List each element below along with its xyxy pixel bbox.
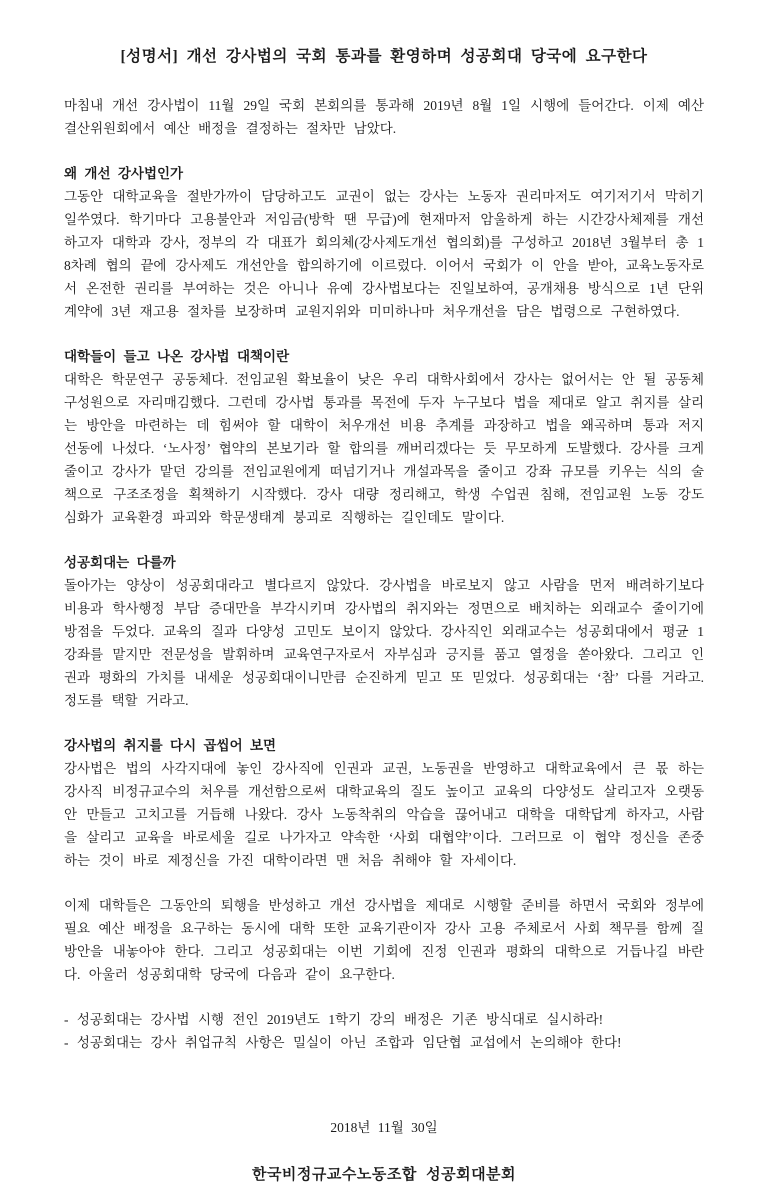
closing-paragraph: 이제 대학들은 그동안의 퇴행을 반성하고 개선 강사법을 제대로 시행할 준비를 하면서 국회와 정부에 필요 예산 배정을 요구하는 동시에 대학 또한 교육기관이자 강사 고용 주체로서 사회 책무를 함께 질 방안을 내놓아야 한다. 그리고 성공회대는 이번 기회에 진정 인권과 평화의 대학으로 거듭나길 바란다. 아울러 성공회대학 당국에 다음과 같이 요구한다. <box>64 898 704 982</box>
section-why-improved-law <box>64 162 704 323</box>
section-body-university-countermeasures: 대학은 학문연구 공동체다. 전임교원 확보율이 낮은 우리 대학사회에서 강사는 없어서는 안 될 공동체 구성원으로 자리매김했다. 그런데 강사법 통과를 목전에 두자 누구보다 법을 제대로 알고 취지를 살리는 방안을 마련하는 데 힘써야 할 대학이 처우개선 비용 추계를 과장하고 법을 왜곡하며 통과 저지 선동에 나섰다. ‘노사정’ 협약의 본보기라 할 합의를 깨버리겠다는 듯 무모하게 도발했다. 강사를 크게 줄이고 강사가 맡던 강의를 전임교원에게 떠넘기거나 개설과목을 줄이고 강좌 규모를 키우는 식의 술책으로 구조조정을 획책하기 시작했다. 강사 대량 정리해고, 학생 수업권 침해, 전임교원 노동 강도 심화가 교육환경 파괴와 학문생태계 붕괴로 직행하는 길인데도 말이다. <box>64 372 704 525</box>
document-title: [성명서] 개선 강사법의 국회 통과를 환영하며 성공회대 당국에 요구한다 <box>120 48 648 65</box>
section-heading-university-countermeasures: 대학들이 들고 나온 강사법 대책이란 <box>64 349 290 364</box>
section-university-countermeasures <box>64 345 704 529</box>
document-signature: 한국비정규교수노동조합 성공회대분회 <box>251 1167 517 1183</box>
intro-paragraph: 마침내 개선 강사법이 11월 29일 국회 본회의를 통과해 2019년 8월 1일 시행에 들어간다. 이제 예산결산위원회에서 예산 배정을 결정하는 절차만 남았다. <box>64 98 704 136</box>
demand-item-course-assignment: - 성공회대는 강사법 시행 전인 2019년도 1학기 강의 배정은 기존 방식대로 실시하라! <box>64 1012 604 1027</box>
section-body-purpose-of-law: 강사법은 법의 사각지대에 놓인 강사직에 인권과 교권, 노동권을 반영하고 대학교육에서 큰 몫 하는 강사직 비정규교수의 처우를 개선함으로써 대학교육의 질도 높이고 교육의 다양성도 살리고자 오랫동안 만들고 고치고를 거듭해 나왔다. 강사 노동착취의 악습을 끊어내고 대학을 대학답게 하자고, 사람을 살리고 교육을 바로세울 길로 나가자고 약속한 ‘사회 대협약’이다. 그러므로 이 협약 정신을 존중하는 것이 바로 제정신을 가진 대학이라면 맨 처음 취해야 할 자세이다. <box>64 761 704 868</box>
section-body-why-improved-law: 그동안 대학교육을 절반가까이 담당하고도 교권이 없는 강사는 노동자 권리마저도 여기저기서 막히기 일쑤였다. 학기마다 고용불안과 저임금(방학 땐 무급)에 현재마저 암울하게 하는 시간강사체제를 개선하고자 대학과 강사, 정부의 각 대표가 회의체(강사제도개선 협의회)를 구성하고 2018년 3월부터 총 18차례 협의 끝에 강사제도 개선안을 합의하기에 이르렀다. 이어서 국회가 이 안을 받아, 교육노동자로서 온전한 권리를 부여하는 것은 아니나 유예 강사법보다는 진일보하여, 공개채용 방식으로 1년 단위 계약에 3년 재고용 절차를 보장하며 교원지위와 미미하나마 처우개선을 담은 법령으로 구현하였다. <box>64 189 704 319</box>
demand-item-employment-rules: - 성공회대는 강사 취업규칙 사항은 밀실이 아닌 조합과 임단협 교섭에서 논의해야 한다! <box>64 1035 622 1050</box>
section-is-skhu-different <box>64 551 704 712</box>
demand-list <box>64 1008 704 1054</box>
section-heading-is-skhu-different: 성공회대는 다를까 <box>64 555 176 570</box>
section-heading-purpose-of-law: 강사법의 취지를 다시 곱씹어 보면 <box>64 738 277 753</box>
section-heading-why-improved-law: 왜 개선 강사법인가 <box>64 166 184 181</box>
section-body-is-skhu-different: 돌아가는 양상이 성공회대라고 별다르지 않았다. 강사법을 바로보지 않고 사람을 먼저 배려하기보다 비용과 학사행정 부담 증대만을 부각시키며 강사법의 취지와는 정면으로 배치하는 외래교수 줄이기에 방점을 두었다. 교육의 질과 다양성 고민도 보이지 않았다. 강사직인 외래교수는 성공회대에서 평균 1 강좌를 맡지만 전문성을 발휘하며 교육연구자로서 자부심과 긍지를 품고 열정을 쏟아왔다. 그리고 인권과 평화의 가치를 내세운 성공회대이니만큼 순진하게 믿고 또 믿었다. 성공회대는 ‘참’ 다를 거라고. 정도를 택할 거라고. <box>64 578 704 708</box>
section-purpose-of-law <box>64 734 704 872</box>
document-date: 2018년 11월 30일 <box>330 1120 438 1135</box>
